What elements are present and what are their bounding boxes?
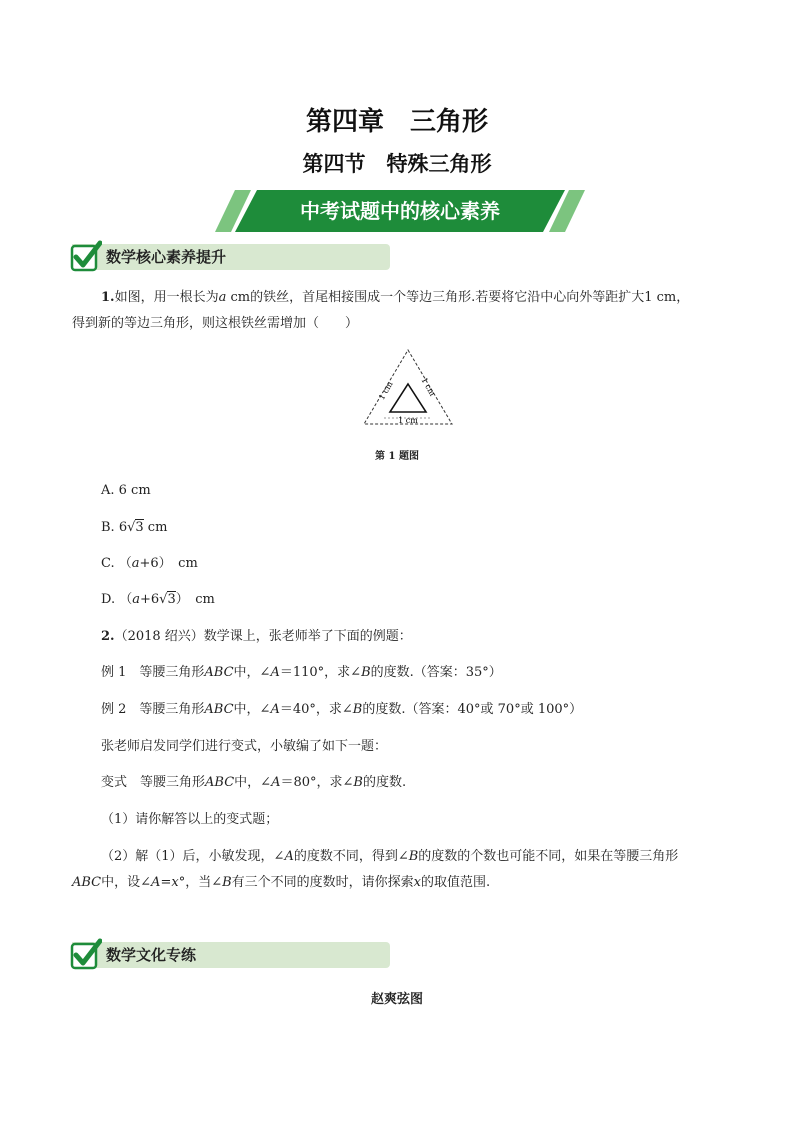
q2-var: A (270, 702, 280, 717)
q2-example2 (101, 700, 582, 720)
q2-sub2-line1 (101, 847, 741, 867)
chapter-title: 第四章 三角形 (305, 107, 488, 137)
option-text: +6） cm (139, 556, 198, 571)
figure-caption: 第 1 题图 (375, 451, 419, 462)
q2-var: B (408, 849, 419, 864)
section-label: 数学文化专练 (106, 946, 197, 964)
q2-var: B (352, 702, 363, 717)
q2-text: （2018 绍兴）数学课上，张老师举了下面的例题： (114, 629, 412, 644)
q2-intro (101, 627, 412, 647)
q2-var: ABC (205, 775, 235, 790)
q2-text: ＝110°，求∠ (279, 665, 362, 680)
option-c (101, 554, 198, 574)
q2-text: 中，∠ (233, 702, 271, 717)
q2-var: B (222, 875, 232, 890)
q2-example1 (101, 663, 502, 683)
sqrt-sign: √ (159, 592, 168, 607)
option-b (101, 518, 167, 538)
sqrt-sign: √ (127, 520, 136, 535)
q2-var: A (151, 875, 161, 890)
option-text: C. （ (101, 556, 132, 571)
option-text: cm (143, 520, 168, 535)
q2-text: 例 1 等腰三角形 (101, 665, 205, 680)
q2-var: A (270, 665, 280, 680)
q2-text: ＝80°，求∠ (280, 775, 354, 790)
option-a: A. 6 cm (101, 483, 151, 498)
option-text: D. （ (101, 592, 133, 607)
figure-label: 1 cm (419, 375, 437, 398)
q2-text: 的度数的个数也可能不同，如果在等腰三角形 (418, 849, 679, 864)
q2-var: B (353, 775, 363, 790)
q2-var: ABC (204, 702, 234, 717)
figure-label: 1 cm (398, 416, 418, 425)
q2-text: 的度数.（答案：35°） (370, 665, 502, 680)
q2-text: 的度数. (362, 775, 407, 790)
radicand: 3 (135, 520, 144, 535)
radicand: 3 (167, 592, 176, 607)
banner-title: 中考试题中的核心素养 (300, 199, 500, 223)
option-var: a (131, 556, 140, 571)
option-text: +6 (140, 592, 160, 607)
q2-sub1: （1）请你解答以上的变式题； (101, 812, 279, 827)
q2-text: 例 2 等腰三角形 (101, 702, 205, 717)
q1-number: 1. (101, 290, 115, 305)
q2-text: = (160, 875, 172, 890)
q2-text: 的度数不同，得到∠ (293, 849, 409, 864)
q2-text: 中，设∠ (101, 875, 152, 890)
q2-variant (101, 773, 406, 793)
check-icon (70, 240, 102, 272)
q2-text: 的取值范围. (421, 875, 491, 890)
q2-var: B (361, 665, 371, 680)
q2-text: 的度数.（答案：40°或 70°或 100°） (362, 702, 583, 717)
q1-text: 如图，用一根长为 (114, 290, 219, 305)
q2-text: 中，∠ (233, 665, 271, 680)
q2-text: 变式 等腰三角形 (101, 775, 206, 790)
q2-number: 2. (101, 629, 115, 644)
section-title: 第四节 特殊三角形 (302, 152, 492, 176)
triangle-figure (360, 348, 456, 428)
q2-text: （2）解（1）后，小敏发现，∠ (101, 849, 285, 864)
q2-text: 中，∠ (234, 775, 272, 790)
q1-text: cm的铁丝，首尾相接围成一个等边三角形.若要将它沿中心向外等距扩大1 cm， (226, 290, 690, 305)
zhao-title: 赵爽弦图 (370, 992, 423, 1007)
q2-text: 有三个不同的度数时，请你探索 (231, 875, 414, 890)
q2-var: ABC (204, 665, 234, 680)
q1-line2: 得到新的等边三角形，则这根铁丝需增加（ ） (72, 316, 359, 331)
q2-sub2-line2 (72, 873, 732, 893)
option-text: B. 6 (101, 520, 128, 535)
option-var: a (132, 592, 140, 607)
q2-text: ＝40°，求∠ (279, 702, 353, 717)
figure-label: 1 cm (377, 379, 395, 402)
q1-var: a (218, 290, 227, 305)
check-icon (70, 938, 102, 970)
q2-var: x (413, 875, 422, 890)
q1-line1 (101, 288, 741, 308)
q2-var: A (271, 775, 281, 790)
option-d (101, 590, 215, 610)
q2-var: A (284, 849, 294, 864)
option-text: ） cm (175, 592, 215, 607)
q2-text: °，当∠ (178, 875, 223, 890)
section-label: 数学核心素养提升 (106, 248, 227, 266)
q2-teacher-line: 张老师启发同学们进行变式，小敏编了如下一题： (101, 739, 388, 754)
q2-var: x (171, 875, 179, 890)
q2-var: ABC (72, 875, 102, 890)
